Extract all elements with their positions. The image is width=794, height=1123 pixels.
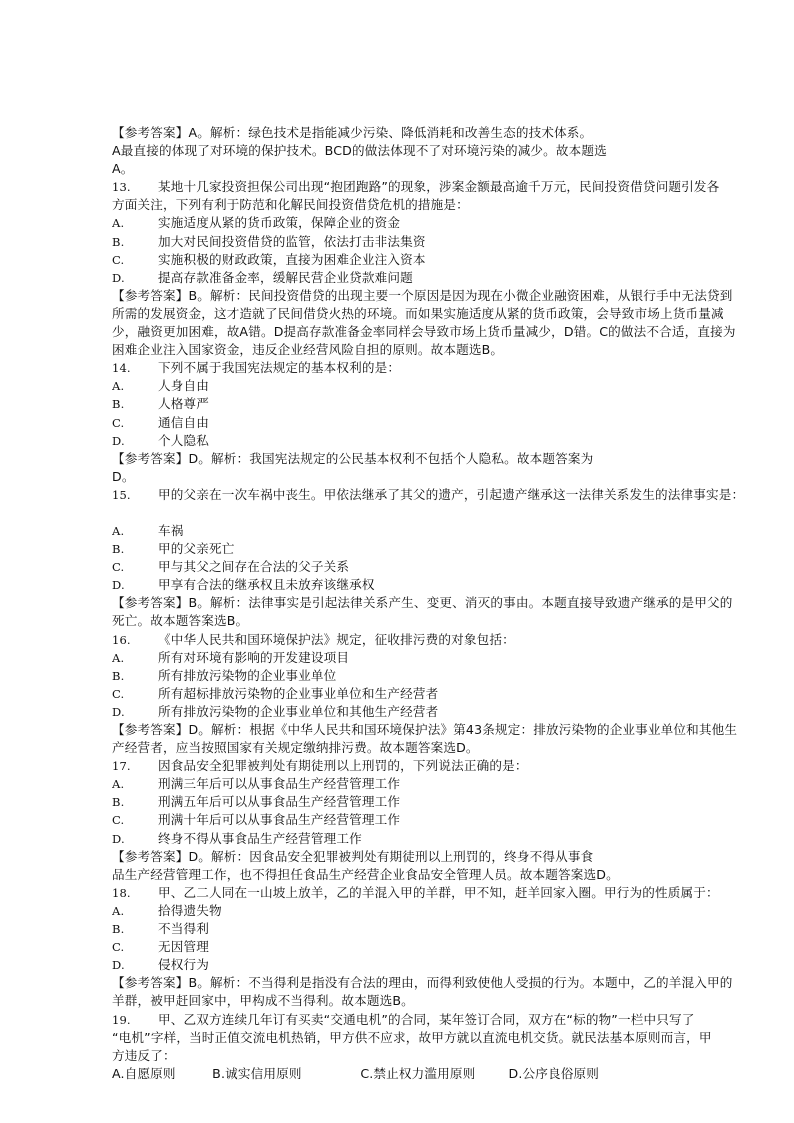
question-number: 17. <box>112 759 131 774</box>
answer-text: 【参考答案】D。解析：因食品安全犯罪被判处有期徒刑以上刑罚的，终身不得从事食 <box>112 848 594 864</box>
option-text: 刑满十年后可以从事食品生产经营管理工作 <box>158 812 401 828</box>
question-number: 15. <box>112 487 131 502</box>
option-line <box>112 685 792 703</box>
option-line <box>112 793 792 811</box>
question-line <box>112 178 792 196</box>
question-line <box>112 486 792 504</box>
option-line <box>112 558 792 576</box>
question-text: 因食品安全犯罪被判处有期徒刑以上刑罚的，下列说法正确的是： <box>158 758 528 774</box>
option-letter: D. <box>112 578 125 593</box>
plain-text: 困难企业注入国家资金，违反企业经营风险自担的原则。故本题选B。 <box>112 342 504 358</box>
inline-options <box>112 1065 792 1083</box>
option-text: 不当得利 <box>158 921 209 937</box>
option-text: 所有超标排放污染物的企业事业单位和生产经营者 <box>158 685 439 701</box>
question-line <box>112 1011 792 1029</box>
answer-text: 【参考答案】B。解析：民间投资借贷的出现主要一个原因是因为现在小微企业融资困难，从银行手中无法贷到 <box>112 287 733 303</box>
option-letter: A. <box>112 523 125 538</box>
option-letter: C. <box>112 252 125 267</box>
option-text: 无因管理 <box>158 939 209 955</box>
option-line <box>112 522 792 540</box>
option-text: 提高存款准备金率，缓解民营企业贷款难问题 <box>158 269 413 285</box>
option-line <box>112 377 792 395</box>
option-letter: A. <box>112 903 125 918</box>
answer-text: 【参考答案】B。解析：法律事实是引起法律关系产生、变更、消灭的事由。本题直接导致遗产继承的是甲父的 <box>112 595 733 611</box>
option-text: 实施积极的财政政策，直接为困难企业注入资本 <box>158 251 426 267</box>
option-text: 所有排放污染物的企业事业单位和其他生产经营者 <box>158 703 439 719</box>
answer-line <box>112 721 792 739</box>
option-line <box>112 667 792 685</box>
option-letter: D. <box>112 433 125 448</box>
question-text: 下列不属于我国宪法规定的基本权利的是： <box>158 360 401 376</box>
option-text: 通信自由 <box>158 414 209 430</box>
option-letter: B. <box>112 542 125 557</box>
option-letter: A. <box>112 777 125 792</box>
text-line <box>112 739 792 757</box>
option-line <box>112 811 792 829</box>
option-letter: A. <box>112 216 125 231</box>
text-line <box>112 305 792 323</box>
option-text: 终身不得从事食品生产经营管理工作 <box>158 830 362 846</box>
answer-text: 【参考答案】D。解析：我国宪法规定的公民基本权利不包括个人隐私。故本题答案为 <box>112 450 594 466</box>
question-text: 甲、乙二人同在一山坡上放羊，乙的羊混入甲的羊群，甲不知，赶羊回家入圈。甲行为的性质属于： <box>158 884 719 900</box>
plain-text: 所需的发展资金，这才造就了民间借贷火热的环境。而如果实施适度从紧的货币政策，会导致市场上货币量减 <box>112 305 724 321</box>
document-page <box>112 124 792 1083</box>
option-line <box>112 251 792 269</box>
option-letter: B. <box>112 668 125 683</box>
blank-line <box>112 504 792 522</box>
option-text: 甲的父亲死亡 <box>158 541 235 557</box>
answer-line <box>112 124 792 142</box>
option-letter: A. <box>112 650 125 665</box>
text-line <box>112 992 792 1010</box>
option-text: 加大对民间投资借贷的监管，依法打击非法集资 <box>158 233 426 249</box>
option-text: 甲享有合法的继承权且未放弃该继承权 <box>158 577 375 593</box>
answer-text: 【参考答案】D。解析：根据《中华人民共和国环境保护法》第43条规定：排放污染物的企业事业单位和其他生 <box>112 722 738 737</box>
document-body <box>112 124 792 1065</box>
option-line <box>112 830 792 848</box>
answer-text: 【参考答案】B。解析：不当得利是指没有合法的理由，而得利致使他人受损的行为。本题中，乙的羊混入甲的 <box>112 975 733 991</box>
question-text: 甲、乙双方连续几年订有买卖“交通电机”的合同，某年签订合同，双方在“标的物”一栏中只写了 <box>158 1011 695 1027</box>
answer-line <box>112 974 792 992</box>
text-line <box>112 196 792 214</box>
option-letter: D. <box>112 958 125 973</box>
text-line <box>112 612 792 630</box>
option-line <box>112 395 792 413</box>
answer-line <box>112 287 792 305</box>
question-text: 甲的父亲在一次车祸中丧生。甲依法继承了其父的遗产，引起遗产继承这一法律关系发生的法律事实是： <box>158 486 745 502</box>
option-text: 甲与其父之间存在合法的父子关系 <box>158 559 350 575</box>
answer-text: 【参考答案】A。解析：绿色技术是指能减少污染、降低消耗和改善生态的技术体系。 <box>112 125 593 140</box>
question-line <box>112 359 792 377</box>
text-line <box>112 142 792 160</box>
plain-text: “电机”字样，当时正值交流电机热销，甲方供不应求，故甲方就以直流电机交货。就民法基本原则而言，甲 <box>112 1029 712 1045</box>
question-line <box>112 631 792 649</box>
question-line <box>112 884 792 902</box>
plain-text: A最直接的体现了对环境的保护技术。BCD的做法体现不了对环境污染的减少。故本题选 <box>112 143 607 159</box>
option-line <box>112 233 792 251</box>
answer-line <box>112 848 792 866</box>
option-line <box>112 938 792 956</box>
option-letter: C. <box>112 813 125 828</box>
answer-line <box>112 594 792 612</box>
plain-text: 方面关注，下列有利于防范和化解民间投资借贷危机的措施是： <box>112 197 469 213</box>
question-number: 18. <box>112 885 131 900</box>
option-letter: C. <box>112 940 125 955</box>
option-line <box>112 649 792 667</box>
option-line <box>112 775 792 793</box>
question-number: 14. <box>112 361 131 376</box>
option-inline-a: A.自愿原则 <box>112 1065 176 1081</box>
option-letter: D. <box>112 704 125 719</box>
option-letter: B. <box>112 795 125 810</box>
option-text: 刑满五年后可以从事食品生产经营管理工作 <box>158 794 401 810</box>
question-text: 某地十几家投资担保公司出现“抱团跑路”的现象，涉案金额最高逾千万元，民间投资借贷问题引发各 <box>158 179 720 195</box>
text-line <box>112 1029 792 1047</box>
option-letter: B. <box>112 397 125 412</box>
question-line <box>112 757 792 775</box>
text-line <box>112 160 792 178</box>
plain-text: 品生产经营管理工作，也不得担任食品生产经营企业食品安全管理人员。故本题答案选D。 <box>112 866 619 882</box>
option-inline-d: D.公序良俗原则 <box>508 1065 599 1081</box>
option-letter: A. <box>112 379 125 394</box>
answer-line <box>112 450 792 468</box>
option-text: 人身自由 <box>158 378 209 394</box>
option-letter: C. <box>112 560 125 575</box>
option-inline-b: B.诚实信用原则 <box>212 1065 302 1081</box>
plain-text: 方违反了： <box>112 1047 176 1063</box>
option-letter: B. <box>112 234 125 249</box>
option-line <box>112 214 792 232</box>
text-line <box>112 323 792 341</box>
option-letter: C. <box>112 686 125 701</box>
option-text: 人格尊严 <box>158 396 209 412</box>
plain-text: 少，融资更加困难，故A错。D提高存款准备金率同样会导致市场上货币量减少，D错。C的做法不合适，直接为 <box>112 324 736 340</box>
text-line <box>112 468 792 486</box>
option-letter: B. <box>112 922 125 937</box>
option-text: 拾得遗失物 <box>158 902 222 918</box>
plain-text: A。 <box>112 161 134 177</box>
text-line <box>112 1047 792 1065</box>
text-line <box>112 866 792 884</box>
question-text: 《中华人民共和国环境保护法》规定，征收排污费的对象包括： <box>158 631 515 647</box>
option-line <box>112 703 792 721</box>
option-text: 所有排放污染物的企业事业单位 <box>158 667 337 683</box>
option-text: 实施适度从紧的货币政策，保障企业的资金 <box>158 215 401 231</box>
option-letter: C. <box>112 415 125 430</box>
option-letter: D. <box>112 270 125 285</box>
option-inline-c: C.禁止权力滥用原则 <box>360 1065 476 1081</box>
option-text: 车祸 <box>158 522 184 538</box>
option-text: 个人隐私 <box>158 432 209 448</box>
option-line <box>112 432 792 450</box>
option-text: 刑满三年后可以从事食品生产经营管理工作 <box>158 776 401 792</box>
question-number: 19. <box>112 1012 131 1027</box>
option-line <box>112 956 792 974</box>
option-line <box>112 414 792 432</box>
option-line <box>112 269 792 287</box>
plain-text: 羊群，被甲赶回家中，甲构成不当得利。故本题选B。 <box>112 993 414 1009</box>
plain-text: D。 <box>112 468 135 484</box>
option-line <box>112 902 792 920</box>
plain-text: 死亡。故本题答案选B。 <box>112 613 249 629</box>
option-text: 所有对环境有影响的开发建设项目 <box>158 649 350 665</box>
plain-text: 产经营者，应当按照国家有关规定缴纳排污费。故本题答案选D。 <box>112 740 479 756</box>
option-letter: D. <box>112 831 125 846</box>
option-line <box>112 540 792 558</box>
question-number: 13. <box>112 180 131 195</box>
option-line <box>112 920 792 938</box>
text-line <box>112 341 792 359</box>
option-line <box>112 576 792 594</box>
option-text: 侵权行为 <box>158 957 209 973</box>
question-number: 16. <box>112 632 131 647</box>
